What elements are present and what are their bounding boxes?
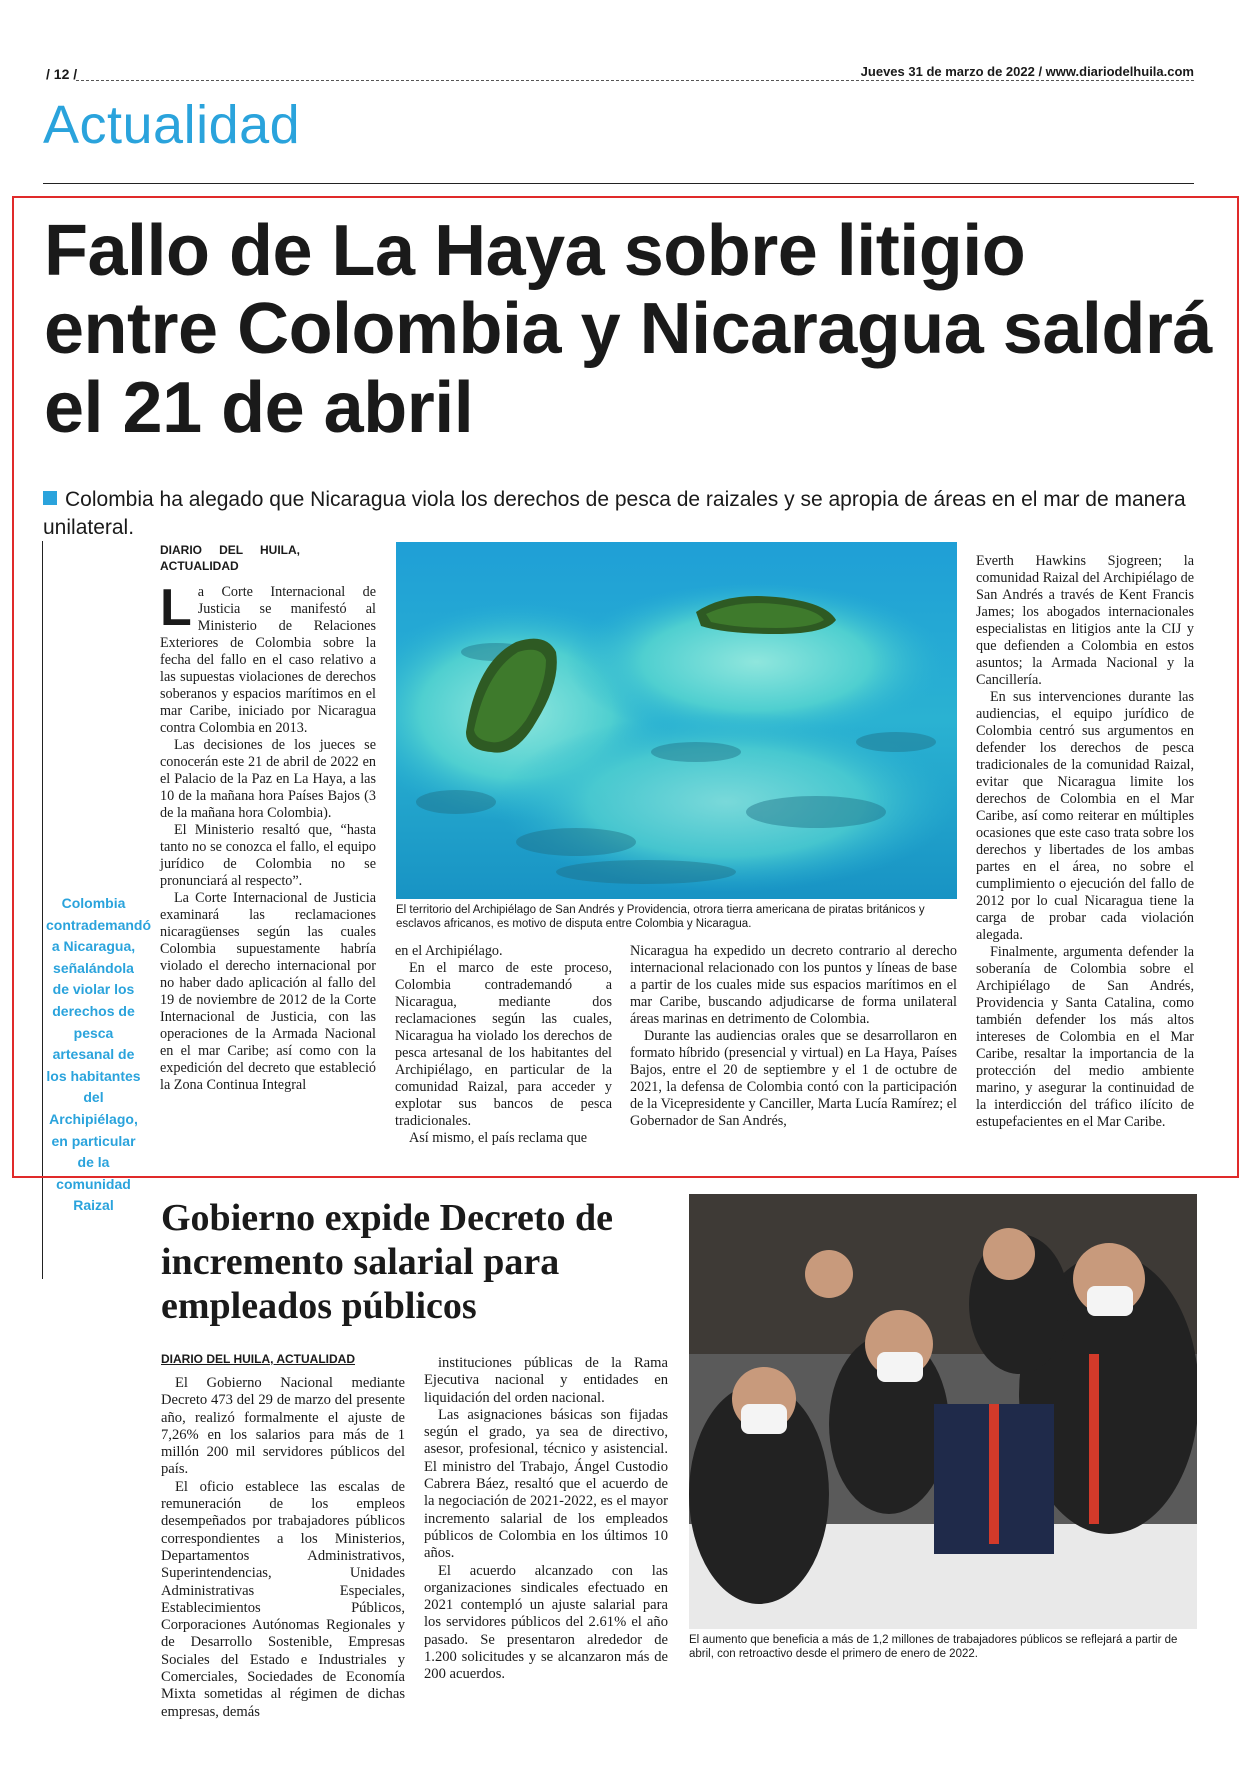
article1-paragraph: La Corte Internacional de Justicia se manifestó al Ministerio de Relaciones Exteriores de Colombia sobre la fecha del fallo en el caso relativo a las supuestas violaciones de derechos soberanos y espacios marítimos en el mar Caribe, iniciado por Nicaragua contra Colombia en 2013. <box>160 579 376 736</box>
article1-column-4 <box>976 553 1194 1131</box>
article1-paragraph: El Ministerio resaltó que, “hasta tanto no se conozca el fallo, el equipo jurídico de Colombia no se pronunciará al respecto”. <box>160 822 376 889</box>
article1-byline: DIARIO DEL HUILA, ACTUALIDAD <box>160 543 300 573</box>
article1-paragraph: Así mismo, el país reclama que <box>409 1130 588 1146</box>
header-date-site: Jueves 31 de marzo de 2022 / www.diariodelhuila.com <box>855 64 1194 79</box>
article1-column-2 <box>395 943 612 1147</box>
article2-paragraph: El Gobierno Nacional mediante Decreto 473 del 29 de marzo del presente año, realizó formalmente el ajuste de 7,26% en los salarios para más de 1 millón 200 mil servidores públicos del país. <box>161 1375 405 1478</box>
article1-paragraph: Everth Hawkins Sjogreen; la comunidad Raizal del Archipiélago de San Andrés a través de Kent Francis James; los abogados internacionales especialistas en litigios ante la CIJ y que defienden a Colombia en estos asuntos; la Armada Nacional y la Cancillería. <box>976 553 1194 688</box>
article2-paragraph: Las asignaciones básicas son fijadas según el grado, ya sea de directivo, asesor, profesional, técnico y asistencial. El ministro del Trabajo, Ángel Custodio Cabrera Báez, resaltó que el acuerdo de la negociación de 2021-2022, es el mayor incremento salarial de los empleados públicos de Colombia en los últimos 10 años. <box>424 1406 668 1562</box>
article2-paragraph: El acuerdo alcanzado con las organizaciones sindicales efectuado en 2021 contempló un ajuste salarial para los servidores públicos del 2.61% el año pasado. Se presentaron alrededor de 1.200 solicitudes y se alcanzaron más de 200 acuerdos. <box>424 1562 668 1683</box>
article1-paragraph: Durante las audiencias orales que se desarrollaron en formato híbrido (presencial y virtual) en La Haya, Países Bajos, entre el 20 de septiembre y el 1 de octubre de 2021, la defensa de Colombia contó con la participación de la Vicepresidente y Canciller, Marta Lucía Ramírez; el Gobernador de San Andrés, <box>630 1028 957 1129</box>
sidebar-pull-quote: Colombia contrademandó a Nicaragua, señalándola de violar los derechos de pesca artesanal de los habitantes del Archipiélago, en particular de la comunidad Raizal <box>46 895 152 1214</box>
article1-paragraph: En el marco de este proceso, Colombia contrademandó a Nicaragua, mediante dos reclamaciones según las cuales, Nicaragua ha violado los derechos de pesca artesanal de los habitantes del Archipiélago, en particular de la comunidad Raizal, para acceder y explotar sus bancos de pesca tradicionales. <box>395 960 612 1129</box>
sidebar-rule <box>42 541 43 1279</box>
article1-lede <box>43 486 1213 542</box>
page-number: / 12 / <box>46 66 78 82</box>
article1-column-3 <box>630 943 957 1130</box>
lede-text: Colombia ha alegado que Nicaragua viola los derechos de pesca de raizales y se apropia de áreas en el mar de manera unilateral. <box>43 488 1186 539</box>
article2-paragraph: El oficio establece las escalas de remuneración de los empleos desempeñados por trabajadores públicos correspondientes a los Ministerios, Departamentos Administrativos, Superintendencias, Unidades Administrativas Especiales, Establecimientos Públicos, Corporaciones Autónomas Regionales y de Desarrollo Sostenible, Empresas Sociales del Estado e Industriales y Comerciales, Sociedades de Economía Mixta sometidas al régimen de dichas empresas, demás <box>161 1478 405 1720</box>
article2-byline: DIARIO DEL HUILA, ACTUALIDAD <box>161 1352 355 1366</box>
article1-paragraph: en el Archipiélago. <box>395 943 503 959</box>
article1-paragraph: Las decisiones de los jueces se conocerán este 21 de abril de 2022 en el Palacio de la Paz en La Haya, a las 10 de la mañana hora Países Bajos (3 de la mañana hora Colombia). <box>160 737 376 821</box>
archipelago-photo <box>396 542 957 899</box>
signing-photo <box>689 1194 1197 1629</box>
article1-headline: Fallo de La Haya sobre litigio entre Colombia y Nicaragua saldrá el 21 de abril <box>44 211 1212 448</box>
article2-headline: Gobierno expide Decreto de incremento salarial para empleados públicos <box>161 1197 614 1327</box>
dropcap: L <box>160 579 192 637</box>
article1-paragraph: La Corte Internacional de Justicia examinará las reclamaciones nicaragüenses según las cuales Colombia supuestamente habría violado el derecho internacional por no haber dado aplicación al fallo del 19 de noviembre de 2012 de la Corte Internacional de Justicia, con las operaciones de la Armada Nacional en el mar Caribe; así como con la expedición del decreto que estableció la Zona Continua Integral <box>160 890 376 1093</box>
section-title: Actualidad <box>43 95 301 155</box>
article1-column-1 <box>160 542 376 1094</box>
article2-column-1 <box>161 1351 405 1721</box>
article2-column-2 <box>424 1355 668 1684</box>
article2-paragraph: instituciones públicas de la Rama Ejecutiva nacional y entidades en liquidación del orden nacional. <box>424 1355 668 1406</box>
header-divider <box>76 80 1194 81</box>
article1-paragraph: En sus intervenciones durante las audiencias, el equipo jurídico de Colombia centró sus argumentos en defender los derechos de pesca tradicionales de la comunidad Raizal, evitar que Nicaragua limite los derechos de Colombia en el Mar Caribe, así como reiterar en múltiples ocasiones que este caso trata sobre los derechos y libertades de los ambas partes en el área, no sobre el cumplimiento o ejecución del fallo de 2012 por lo cual Nicaragua tiene la carga de probar cada violación alegada. <box>976 689 1194 943</box>
article2-photo-caption: El aumento que beneficia a más de 1,2 millones de trabajadores públicos se reflejará a partir de abril, con retroactivo desde el primero de enero de 2022. <box>689 1634 1178 1660</box>
article1-photo-caption: El territorio del Archipiélago de San Andrés y Providencia, otrora tierra americana de piratas británicos y esclavos africanos, es motivo de disputa entre Colombia y Nicaragua. <box>396 904 925 930</box>
article1-paragraph: Finalmente, argumenta defender la soberanía de Colombia sobre el Archipiélago de San Andrés, Providencia y Santa Catalina, como también defender los más altos intereses de Colombia en el Mar Caribe, resaltar la importancia de la protección del medio ambiente marino, y asegurar la continuidad de la interdicción del tráfico ilícito de estupefacientes en el Mar Caribe. <box>976 944 1194 1130</box>
section-rule <box>43 183 1194 184</box>
lede-square-icon <box>43 491 57 505</box>
article1-paragraph: Nicaragua ha expedido un decreto contrario al derecho internacional relacionado con los puntos y líneas de base a partir de los cuales mide sus espacios marítimos en el mar Caribe, buscando adjudicarse de forma unilateral áreas marinas en detrimento de Colombia. <box>630 943 957 1027</box>
